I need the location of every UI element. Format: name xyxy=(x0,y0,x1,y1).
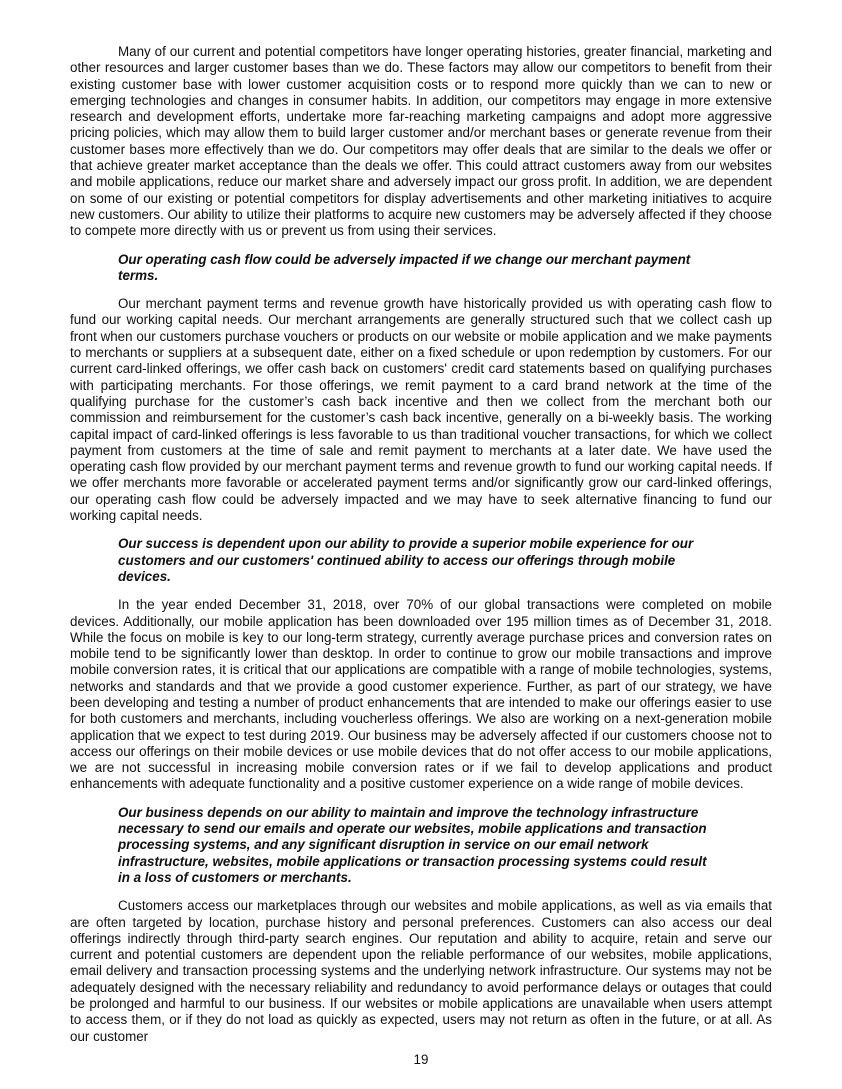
page-number: 19 xyxy=(413,1052,429,1067)
paragraph-customer-access: Customers access our marketplaces through our websites and mobile applications, as well as via emails that are often targeted by location, purchase history and personal preferences. Customers can also access our deal offerings indirectly through third-party search engines. Our reputation and ability to acquire, retain and serve our current and potential customers are dependent upon the reliable performance of our websites, mobile applications, email delivery and transaction processing systems and the underlying network infrastructure. Our systems may not be adequately designed with the necessary reliability and redundancy to avoid performance delays or outages that could be prolonged and harmful to our business. If our websites or mobile applications are unavailable when users attempt to access them, or if they do not load as quickly as expected, users may not return as often in the future, or at all. As our customer xyxy=(70,898,772,1044)
paragraph-mobile-transactions: In the year ended December 31, 2018, over 70% of our global transactions were completed on mobile devices. Additionally, our mobile application has been downloaded over 195 million times as of December 31, 2018. While the focus on mobile is key to our long-term strategy, currently average purchase prices and conversion rates on mobile tend to be significantly lower than desktop. In order to continue to grow our mobile transactions and improve mobile conversion rates, it is critical that our applications are compatible with a range of mobile technologies, systems, networks and standards and that we provide a good customer experience. Further, as part of our strategy, we have been developing and testing a number of product enhancements that are intended to make our offerings easier to use for both customers and merchants, including voucherless offerings. We also are working on a next-generation mobile application that we expect to test during 2019. Our business may be adversely affected if our customers choose not to access our offerings on their mobile devices or use mobile devices that do not offer access to our mobile applications, we are not successful in increasing mobile conversion rates or if we fail to develop applications and product enhancements with adequate functionality and a positive customer experience on a wide range of mobile devices. xyxy=(70,597,772,792)
paragraph-competitors: Many of our current and potential competitors have longer operating histories, greater financial, marketing and other resources and larger customer bases than we do. These factors may allow our competitors to benefit from their existing customer base with lower customer acquisition costs or to respond more quickly than we can to new or emerging technologies and changes in consumer habits. In addition, our competitors may engage in more extensive research and development efforts, undertake more far-reaching marketing campaigns and adopt more aggressive pricing policies, which may allow them to build larger customer and/or merchant bases or generate revenue from their customer bases more effectively than we do. Our competitors may offer deals that are similar to the deals we offer or that achieve greater market acceptance than the deals we offer. This could attract customers away from our websites and mobile applications, reduce our market share and adversely impact our gross profit. In addition, we are dependent on some of our existing or potential competitors for display advertisements and other marketing initiatives to acquire new customers. Our ability to utilize their platforms to acquire new customers may be adversely affected if they choose to compete more directly with us or prevent us from using their services. xyxy=(70,44,772,239)
heading-mobile-experience: Our success is dependent upon our ability to provide a superior mobile experience for our customers and our customers' continued ability to access our offerings through mobile devices. xyxy=(118,536,694,584)
heading-operating-cash-flow: Our operating cash flow could be adversely impacted if we change our merchant payment terms. xyxy=(118,251,691,283)
paragraph-merchant-payment-terms: Our merchant payment terms and revenue growth have historically provided us with operating cash flow to fund our working capital needs. Our merchant arrangements are generally structured such that we collect cash up front when our customers purchase vouchers or products on our website or mobile application and we make payments to merchants or suppliers at a subsequent date, either on a fixed schedule or upon redemption by customers. For our current card-linked offerings, we offer cash back on customers' credit card statements based on qualifying purchases with participating merchants. For those offerings, we remit payment to a card brand network at the time of the qualifying purchase for the customer’s cash back incentive and then we collect from the merchant both our commission and reimbursement for the customer’s cash back incentive, generally on a bi-weekly basis. The working capital impact of card-linked offerings is less favorable to us than traditional voucher transactions, for which we collect payment from customers at the time of sale and remit payment to merchants at a later date. We have used the operating cash flow provided by our merchant payment terms and revenue growth to fund our working capital needs. If we offer merchants more favorable or accelerated payment terms and/or significantly grow our card-linked offerings, our operating cash flow could be adversely impacted and we may have to seek alternative financing to fund our working capital needs. xyxy=(70,296,772,524)
heading-technology-infrastructure: Our business depends on our ability to maintain and improve the technology infrastructure necessary to send our emails and operate our websites, mobile applications and transaction processing systems, and any significant disruption in service on our email network infrastructure, websites, mobile applications or transaction processing systems could result in a loss of customers or merchants. xyxy=(118,804,707,885)
document-page xyxy=(70,44,772,1057)
